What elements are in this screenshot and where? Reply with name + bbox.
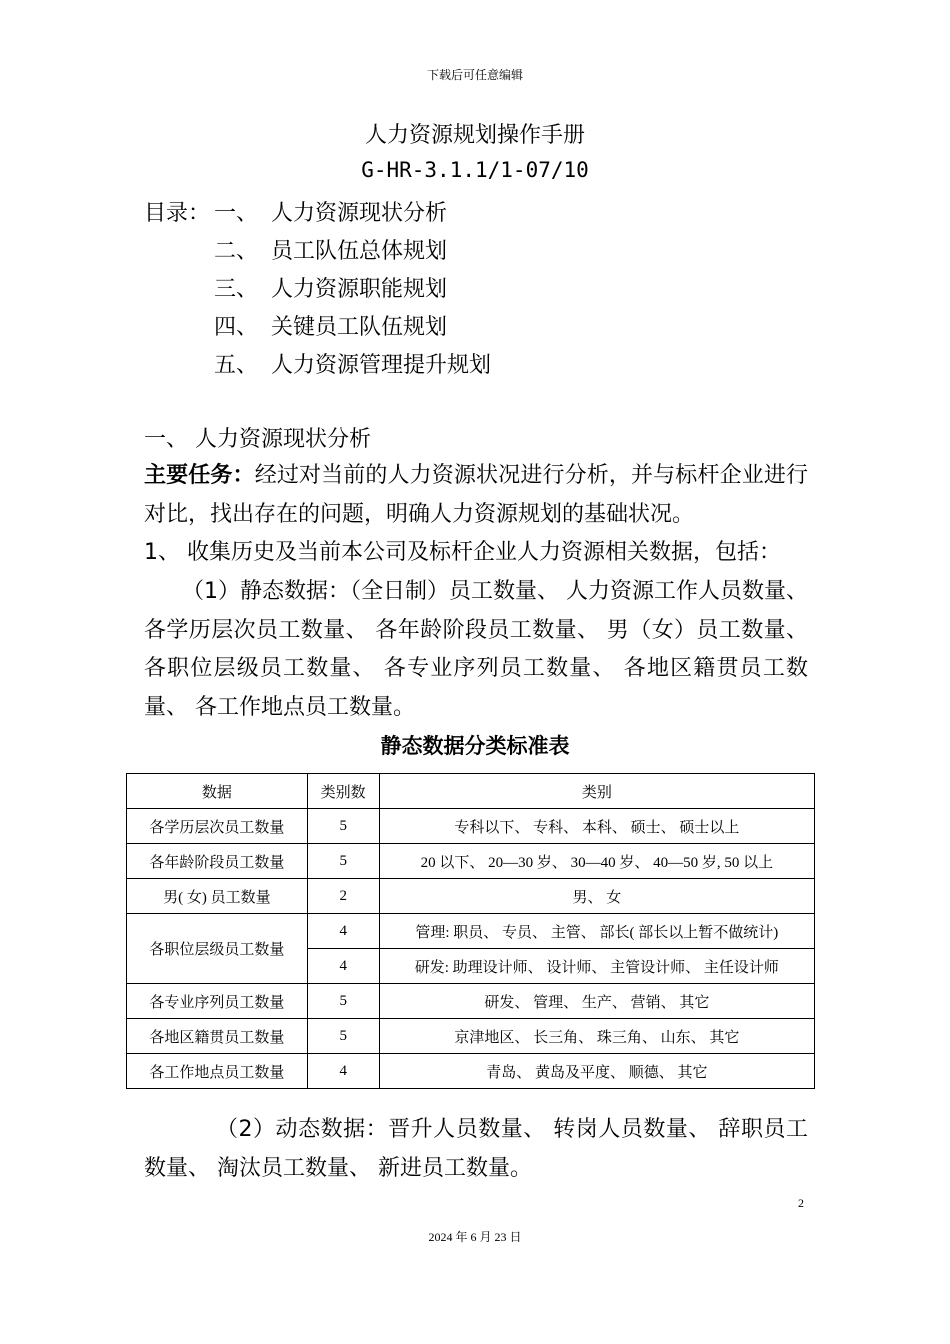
toc-item-text: 员工队伍总体规划 xyxy=(271,239,448,264)
toc-item-number: 二、 xyxy=(214,239,259,264)
table-row xyxy=(127,914,815,949)
table-title: 静态数据分类标准表 xyxy=(380,734,570,758)
table-cell-data: 男( 女) 员工数量 xyxy=(127,879,308,914)
table-cell-category: 青岛、 黄岛及平度、 顺德、 其它 xyxy=(379,1054,814,1089)
table-cell-data: 各职位层级员工数量 xyxy=(127,914,308,984)
toc-item xyxy=(214,272,447,303)
table-row xyxy=(127,844,815,879)
page-number: 2 xyxy=(798,1196,804,1210)
table-cell-count: 5 xyxy=(307,809,379,844)
task-text: 经过对当前的人力资源状况进行分析，并与标杆企业进行对比，找出存在的问题，明确人力资源规划的基础状况。 xyxy=(144,463,808,527)
toc-item-number: 三、 xyxy=(214,277,259,302)
task-label: 主要任务： xyxy=(144,463,255,488)
table-cell-count: 4 xyxy=(307,1054,379,1089)
table-cell-count: 2 xyxy=(307,879,379,914)
step-1-paragraph: 1、 收集历史及当前本公司及标杆企业人力资源相关数据，包括： xyxy=(144,540,781,565)
header-note: 下载后可任意编辑 xyxy=(426,68,523,82)
table-cell-count: 5 xyxy=(307,844,379,879)
table-cell-data: 各专业序列员工数量 xyxy=(127,984,308,1019)
toc-item xyxy=(214,196,447,227)
table-cell-data: 各学历层次员工数量 xyxy=(127,809,308,844)
toc-item-number: 五、 xyxy=(214,353,259,378)
table-cell-category: 20 以下、 20—30 岁、 30—40 岁、 40—50 岁, 50 以上 xyxy=(379,844,814,879)
table-cell-category: 研发、 管理、 生产、 营销、 其它 xyxy=(379,984,814,1019)
document-title: 人力资源规划操作手册 xyxy=(364,123,585,148)
table-cell-data: 各地区籍贯员工数量 xyxy=(127,1019,308,1054)
table-row xyxy=(127,984,815,1019)
toc-label: 目录： xyxy=(144,201,211,226)
table-cell-data: 各年龄阶段员工数量 xyxy=(127,844,308,879)
table-cell-category: 管理: 职员、 专员、 主管、 部长( 部长以上暂不做统计) xyxy=(379,914,814,949)
table-header-row xyxy=(127,774,815,809)
table-cell-count: 4 xyxy=(307,949,379,984)
table-cell-count: 5 xyxy=(307,1019,379,1054)
toc-item-text: 关键员工队伍规划 xyxy=(271,315,448,340)
toc-item-number: 一、 xyxy=(214,201,259,226)
toc-item xyxy=(214,234,447,265)
table-header-cell: 数据 xyxy=(127,774,308,809)
toc-item-text: 人力资源职能规划 xyxy=(271,277,448,302)
toc-item-text: 人力资源管理提升规划 xyxy=(271,353,492,378)
footer-date: 2024 年 6 月 23 日 xyxy=(428,1230,522,1244)
table-cell-data: 各工作地点员工数量 xyxy=(127,1054,308,1089)
table-cell-count: 4 xyxy=(307,914,379,949)
toc-item xyxy=(214,310,447,341)
static-data-paragraph: （1）静态数据：（全日制）员工数量、 人力资源工作人员数量、 各学历层次员工数量、 各年龄阶段员工数量、 男（女）员工数量、 各职位层级员工数量、 各专业序列员工数量、 各地区籍贯员工数量、 各工作地点员工数量。 xyxy=(144,579,808,720)
table-cell-category: 男、 女 xyxy=(379,879,814,914)
table-row xyxy=(127,1054,815,1089)
main-task-paragraph xyxy=(144,457,808,534)
table-row xyxy=(127,809,815,844)
table-header-cell: 类别数 xyxy=(307,774,379,809)
table-cell-category: 京津地区、 长三角、 珠三角、 山东、 其它 xyxy=(379,1019,814,1054)
table-row xyxy=(127,1019,815,1054)
table-header-cell: 类别 xyxy=(379,774,814,809)
table-row xyxy=(127,879,815,914)
dynamic-data-paragraph: （2）动态数据：晋升人员数量、 转岗人员数量、 辞职员工数量、 淘汰员工数量、 新进员工数量。 xyxy=(144,1117,808,1181)
toc-item xyxy=(214,348,491,379)
toc-item-text: 人力资源现状分析 xyxy=(271,201,448,226)
table-cell-category: 专科以下、 专科、 本科、 硕士、 硕士以上 xyxy=(379,809,814,844)
toc-item-number: 四、 xyxy=(214,315,259,340)
static-data-table xyxy=(126,773,815,1089)
table-cell-category: 研发: 助理设计师、 设计师、 主管设计师、 主任设计师 xyxy=(379,949,814,984)
document-code: G-HR-3.1.1/1-07/10 xyxy=(361,158,589,182)
section-title: 一、 人力资源现状分析 xyxy=(144,427,371,452)
table-cell-count: 5 xyxy=(307,984,379,1019)
